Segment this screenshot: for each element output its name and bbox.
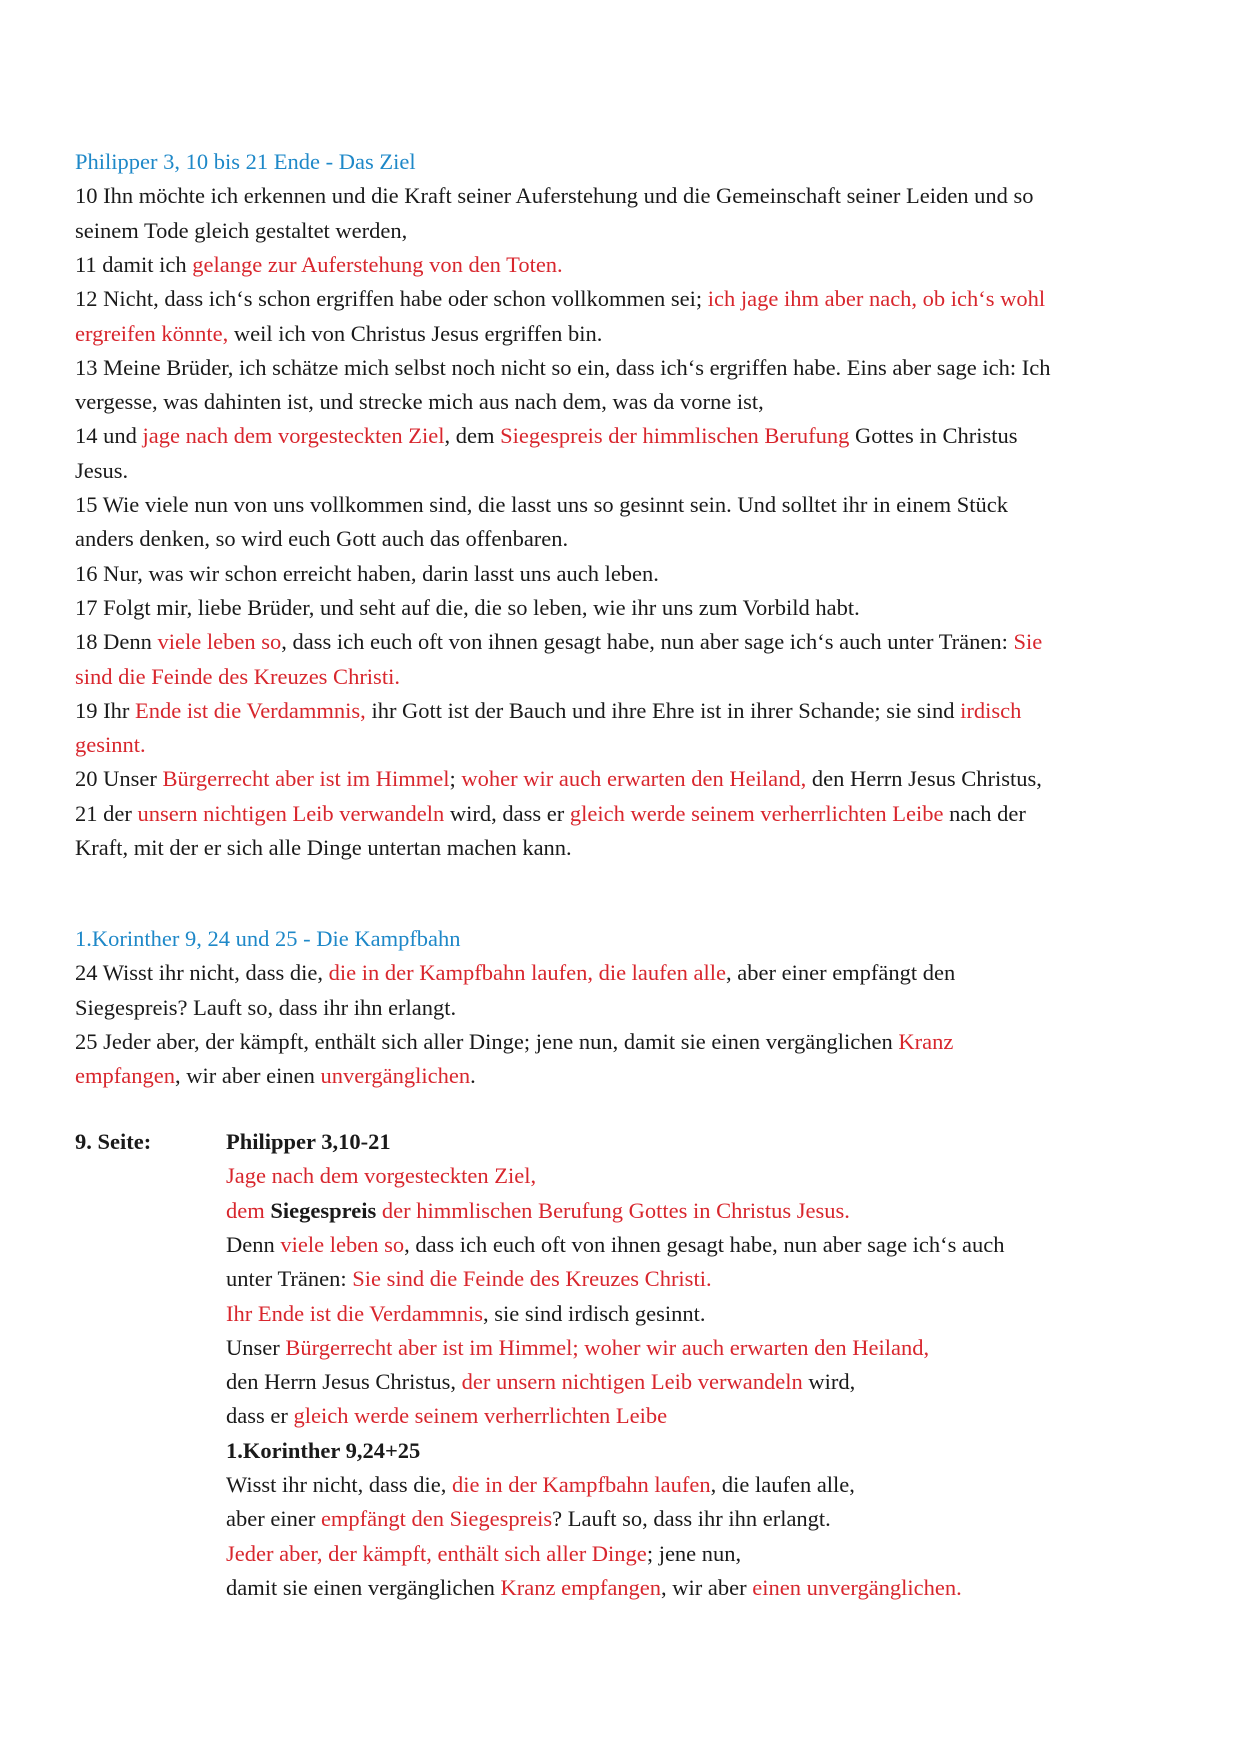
section3-text-line <box>226 1196 850 1226</box>
section2-text-line <box>75 1061 476 1091</box>
section1-text-line <box>75 421 1018 451</box>
section1-text-line <box>75 764 1042 794</box>
section3-text-line <box>226 1470 855 1500</box>
section1-text-line <box>75 524 568 554</box>
text-segment: , sie sind irdisch gesinnt. <box>483 1300 706 1326</box>
section2-text-line <box>75 958 955 988</box>
text-segment: , aber einer empfängt den <box>726 960 956 986</box>
section1-text-line <box>75 319 602 349</box>
section1-text-line <box>75 250 563 280</box>
section3-heading <box>226 1436 420 1466</box>
text-segment: Wisst ihr nicht, dass die, <box>226 1472 452 1497</box>
text-segment: ihr Gott ist der Bauch und ihre Ehre ist in ihrer Schande; sie sind <box>365 697 961 723</box>
page-label: 9. Seite: <box>75 1129 152 1154</box>
text-segment: 24 Wisst ihr nicht, dass die, <box>75 960 329 986</box>
section3-text-line <box>226 1367 855 1397</box>
section3-text-line <box>226 1299 706 1329</box>
section2-text-line <box>75 1027 953 1057</box>
text-segment: dass er <box>226 1403 294 1429</box>
section3-text-line <box>226 1539 741 1569</box>
highlighted-text: Bürgerrecht aber ist im Himmel <box>162 766 450 792</box>
highlighted-text: einen unvergänglichen. <box>752 1574 962 1600</box>
section3-text-line <box>226 1161 536 1191</box>
highlighted-text: Ende ist die Verdammnis, <box>135 697 366 723</box>
section1-text-line <box>75 559 659 589</box>
text-segment: seinem Tode gleich gestaltet werden, <box>75 217 408 243</box>
text-segment: Gottes in Christus <box>849 423 1018 449</box>
section1-text-line <box>75 216 407 246</box>
highlighted-text: empfangen <box>75 1063 175 1089</box>
text-segment: 1.Korinther 9,24+25 <box>226 1437 421 1463</box>
section3-heading <box>226 1127 391 1157</box>
section1-heading <box>75 147 416 177</box>
section1-text-line <box>75 730 146 760</box>
section1-text-line <box>75 627 1042 657</box>
text-segment: 10 Ihn möchte ich erkennen und die Kraft seiner Auferstehung und die Gemeinschaft seiner Leiden und so <box>75 183 1034 209</box>
highlighted-text: woher wir auch erwarten den Heiland, <box>461 766 807 792</box>
highlighted-text: die in der Kampfbahn laufen <box>451 1472 711 1497</box>
highlighted-text: sind die Feinde des Kreuzes Christi. <box>75 663 400 689</box>
highlighted-text: empfängt den Siegespreis <box>320 1506 553 1532</box>
section3-text-line <box>226 1230 1005 1260</box>
text-segment: den Herrn Jesus Christus, <box>806 766 1042 792</box>
text-segment: vergesse, was dahinten ist, und strecke mich aus nach dem, was da vorne ist, <box>75 389 764 415</box>
text-segment: 11 damit ich <box>75 251 193 277</box>
highlighted-text: ich jage ihm aber nach, ob ich‘s wohl <box>707 286 1046 312</box>
section1-text-line <box>75 833 572 863</box>
highlighted-text: irdisch <box>960 697 1022 723</box>
section2-heading <box>75 924 461 954</box>
section3-text-line <box>226 1401 667 1431</box>
text-segment: , dem <box>444 423 501 449</box>
text-segment: Philipper 3,10-21 <box>226 1129 391 1154</box>
section2-text-line <box>75 993 456 1023</box>
highlighted-text: ergreifen könnte, <box>75 320 229 346</box>
highlighted-text: Sie <box>1013 629 1043 655</box>
text-segment: ; <box>449 766 462 792</box>
text-segment: 15 Wie viele nun von uns vollkommen sind, die lasst uns so gesinnt sein. Und solltet ihr in einem Stück <box>75 492 1008 517</box>
text-segment: wird, <box>802 1369 856 1395</box>
highlighted-text: Kranz empfangen <box>500 1574 662 1600</box>
section1-text-line <box>75 799 1026 829</box>
text-segment: Siegespreis? Lauft so, dass ihr ihn erlangt. <box>75 994 457 1020</box>
highlighted-text: der himmlischen Berufung Gottes in Christus Jesus. <box>376 1197 850 1223</box>
text-segment: 19 Ihr <box>75 697 135 723</box>
highlighted-text: viele leben so <box>157 629 282 655</box>
highlighted-text: gesinnt. <box>75 732 146 758</box>
section1-text-line <box>75 353 1050 383</box>
highlighted-text: gleich werde seinem verherrlichten Leibe <box>293 1403 668 1429</box>
text-segment: nach der <box>943 800 1026 826</box>
text-segment: ; jene nun, <box>646 1540 742 1566</box>
text-segment: Kraft, mit der er sich alle Dinge untertan machen kann. <box>75 835 572 860</box>
section3-text-line <box>226 1333 929 1363</box>
text-segment: 13 Meine Brüder, ich schätze mich selbst noch nicht so ein, dass ich‘s ergriffen habe. Eins aber sage ich: Ich <box>75 354 1051 380</box>
section1-text-line <box>75 387 764 417</box>
highlighted-text: viele leben so <box>280 1231 405 1257</box>
section3-text-line <box>226 1573 962 1603</box>
text-segment: 21 der <box>75 800 138 826</box>
text-segment: , die laufen alle, <box>710 1472 855 1497</box>
text-segment: 14 und <box>75 423 143 449</box>
text-segment: den Herrn Jesus Christus, <box>226 1369 462 1395</box>
section1-text-line <box>75 456 128 486</box>
text-segment: unter Tränen: <box>226 1266 353 1292</box>
section1-text-line <box>75 181 1033 211</box>
highlighted-text: die in der Kampfbahn laufen, die laufen alle <box>328 960 727 986</box>
heading-text: 1.Korinther 9, 24 und 25 - Die Kampfbahn <box>75 926 461 951</box>
highlighted-text: gelange zur Auferstehung von den Toten. <box>192 251 563 277</box>
text-segment: wird, dass er <box>444 800 570 826</box>
text-segment: 17 Folgt mir, liebe Brüder, und seht auf die, die so leben, wie ihr uns zum Vorbild habt. <box>75 594 860 620</box>
text-segment: , dass ich euch oft von ihnen gesagt habe, nun aber sage ich‘s auch unter Tränen: <box>281 629 1014 655</box>
text-segment: 20 Unser <box>75 766 163 792</box>
text-segment: anders denken, so wird euch Gott auch das offenbaren. <box>75 526 569 552</box>
text-segment: Unser <box>226 1334 286 1360</box>
text-segment: 25 Jeder aber, der kämpft, enthält sich aller Dinge; jene nun, damit sie einen vergänglichen <box>75 1028 899 1054</box>
highlighted-text: unsern nichtigen Leib verwandeln <box>137 800 445 826</box>
text-segment: Denn <box>226 1231 281 1257</box>
highlighted-text: Bürgerrecht aber ist im Himmel; woher wir auch erwarten den Heiland, <box>285 1334 930 1360</box>
text-segment: 18 Denn <box>75 629 158 655</box>
highlighted-text: der unsern nichtigen Leib verwandeln <box>461 1369 803 1395</box>
text-segment: , wir aber <box>661 1574 753 1600</box>
highlighted-text: Jage nach dem vorgesteckten Ziel, <box>226 1163 537 1189</box>
text-segment: damit sie einen vergänglichen <box>226 1574 501 1600</box>
section3-text-line <box>226 1264 712 1294</box>
text-segment: , wir aber einen <box>174 1063 321 1089</box>
section1-text-line <box>75 593 860 623</box>
text-segment: , dass ich euch oft von ihnen gesagt habe, nun aber sage ich‘s auch <box>404 1231 1005 1257</box>
section1-text-line <box>75 490 1008 520</box>
highlighted-text: gleich werde seinem verherrlichten Leibe <box>569 800 944 826</box>
highlighted-text: Sie sind die Feinde des Kreuzes Christi. <box>352 1266 712 1292</box>
highlighted-text: dem <box>226 1197 271 1223</box>
highlighted-text: Siegespreis der himmlischen Berufung <box>500 423 850 449</box>
text-segment: ? Lauft so, dass ihr ihn erlangt. <box>552 1506 831 1532</box>
text-segment: Siegespreis <box>270 1197 377 1223</box>
highlighted-text: Ihr Ende ist die Verdammnis <box>226 1300 484 1326</box>
section3-text-line <box>226 1504 831 1534</box>
section1-text-line <box>75 284 1045 314</box>
text-segment: 16 Nur, was wir schon erreicht haben, darin lasst uns auch leben. <box>75 560 659 586</box>
text-segment: . <box>470 1063 476 1089</box>
highlighted-text: jage nach dem vorgesteckten Ziel <box>142 423 445 449</box>
text-segment: Jesus. <box>75 457 129 483</box>
text-segment: 12 Nicht, dass ich‘s schon ergriffen habe oder schon vollkommen sei; <box>75 286 708 312</box>
section1-text-line <box>75 696 1021 726</box>
heading-text: Philipper 3, 10 bis 21 Ende - Das Ziel <box>75 149 416 174</box>
highlighted-text: Jeder aber, der kämpft, enthält sich aller Dinge <box>226 1540 647 1566</box>
text-segment: weil ich von Christus Jesus ergriffen bin. <box>228 320 603 346</box>
highlighted-text: unvergänglichen <box>320 1063 471 1089</box>
highlighted-text: Kranz <box>898 1028 954 1054</box>
section1-text-line <box>75 662 400 692</box>
text-segment: aber einer <box>226 1506 321 1532</box>
